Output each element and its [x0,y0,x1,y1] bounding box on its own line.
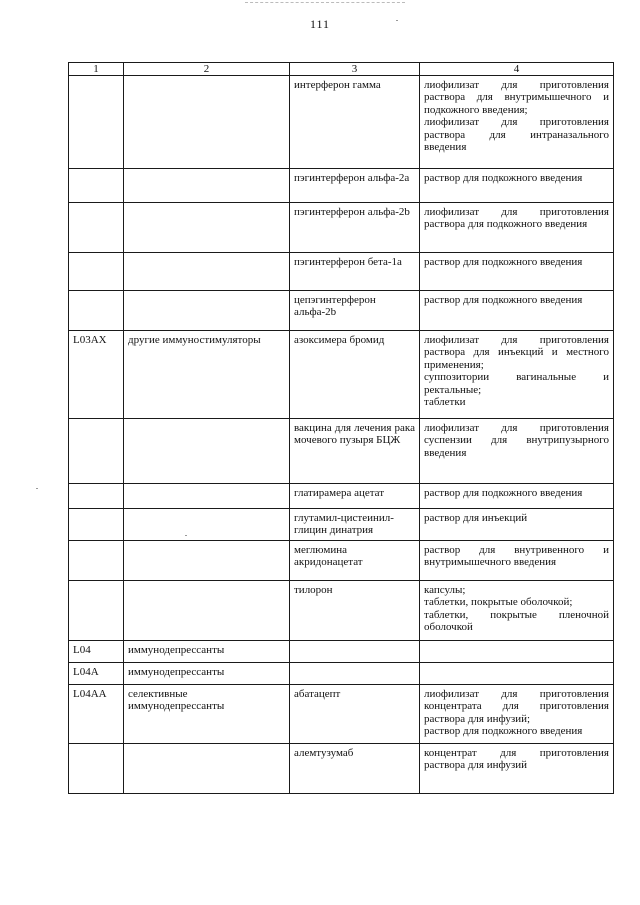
atc-code-cell [69,581,124,641]
atc-code-cell [69,484,124,509]
table-row [69,744,614,794]
drug-name-cell: меглюмина акридонацетат [290,541,420,581]
dosage-form-item: лиофилизат для приготовления раствора для инъекций и местного применения; [424,334,609,371]
dosage-form-cell [420,76,614,169]
anatomical-group-cell: иммунодепрессанты [124,663,290,685]
anatomical-group-cell [124,484,290,509]
table-row [69,685,614,744]
table-row [69,76,614,169]
atc-code-cell: L03AX [69,331,124,419]
dosage-form-item: лиофилизат для приготовления суспензии для внутрипузырного введения [424,422,609,459]
drug-name-cell: абатацепт [290,685,420,744]
dosage-form-cell [420,291,614,331]
atc-code-cell: L04AA [69,685,124,744]
atc-code-cell [69,169,124,203]
drug-name-cell [290,641,420,663]
table-row [69,291,614,331]
header-col-3: 3 [290,63,420,76]
dosage-form-item: раствор для подкожного введения [424,172,583,184]
dosage-form-cell [420,663,614,685]
drug-name-cell: пэгинтерферон бета-1а [290,253,420,291]
anatomical-group-cell [124,253,290,291]
drug-name-cell: цепэгинтерферон альфа-2b [290,291,420,331]
dosage-form-item: раствор для внутривенного и внутримышечного введения [424,544,609,569]
page-number: 111 [309,17,331,31]
dosage-form-item: таблетки, покрытые пленочной оболочкой [424,608,609,634]
table-row [69,419,614,484]
dosage-form-item: раствор для подкожного введения [424,487,583,499]
table-row [69,509,614,541]
dosage-form-cell [420,744,614,794]
dosage-form-item: концентрат для приготовления раствора для инфузий [424,747,609,772]
anatomical-group-cell [124,419,290,484]
anatomical-group-cell [124,509,290,541]
table-row [69,203,614,253]
drug-name-cell [290,663,420,685]
dosage-form-cell [420,685,614,744]
dosage-form-item: таблетки [424,396,466,409]
drug-name-cell: пэгинтерферон альфа-2b [290,203,420,253]
anatomical-group-cell: селективные иммунодепрессанты [124,685,290,744]
atc-code-cell: L04 [69,641,124,663]
drug-name-cell: глутамил-цистеинил-глицин динатрия [290,509,420,541]
header-row [69,63,614,76]
table-row [69,253,614,291]
dosage-form-item: раствор для подкожного введения [424,294,583,306]
dosage-form-cell [420,419,614,484]
dosage-form-item: капсулы; [424,584,466,596]
dosage-form-cell [420,203,614,253]
atc-code-cell [69,203,124,253]
dosage-form-item: раствор для подкожного введения [424,725,583,738]
dosage-form-item: лиофилизат для приготовления раствора для интраназального введения [424,116,609,154]
dosage-form-item: суппозитории вагинальные и ректальные; [424,371,609,396]
scan-speck [396,20,398,21]
drug-name-cell: вакцина для лечения рака мочевого пузыря БЦЖ [290,419,420,484]
drug-name-cell: тилорон [290,581,420,641]
table-row [69,484,614,509]
drug-name-cell: интерферон гамма [290,76,420,169]
anatomical-group-cell [124,203,290,253]
dosage-form-item: лиофилизат для приготовления раствора для внутримышечного и подкожного введения; [424,79,609,116]
dosage-form-cell [420,484,614,509]
dosage-form-cell [420,541,614,581]
anatomical-group-cell [124,581,290,641]
header-col-1: 1 [69,63,124,76]
dosage-form-item: раствор для подкожного введения [424,256,583,268]
table-row [69,169,614,203]
anatomical-group-cell [124,76,290,169]
drug-name-cell: азоксимера бромид [290,331,420,419]
dosage-form-item: таблетки, покрытые оболочкой; [424,596,573,609]
anatomical-group-cell: иммунодепрессанты [124,641,290,663]
table-row [69,541,614,581]
dosage-form-item: лиофилизат для приготовления концентрата для приготовления раствора для инфузий; [424,688,609,725]
atc-code-cell [69,419,124,484]
dosage-form-cell [420,331,614,419]
dosage-form-cell [420,253,614,291]
dosage-form-cell [420,641,614,663]
atc-code-cell [69,541,124,581]
table-row [69,641,614,663]
atc-code-cell [69,76,124,169]
scan-top-edge [245,2,405,3]
dosage-form-cell [420,581,614,641]
dosage-form-cell [420,509,614,541]
table-row [69,663,614,685]
atc-code-cell [69,509,124,541]
table-row [69,331,614,419]
drug-name-cell: пэгинтерферон альфа-2а [290,169,420,203]
atc-code-cell [69,291,124,331]
atc-code-cell [69,744,124,794]
anatomical-group-cell [124,744,290,794]
anatomical-group-cell: другие иммуностимуляторы [124,331,290,419]
table-row [69,581,614,641]
anatomical-group-cell [124,169,290,203]
drug-name-cell: глатирамера ацетат [290,484,420,509]
anatomical-group-cell [124,291,290,331]
header-col-4: 4 [420,63,614,76]
dosage-form-cell [420,169,614,203]
atc-code-cell [69,253,124,291]
header-col-2: 2 [124,63,290,76]
drug-list-table [68,62,614,794]
anatomical-group-cell [124,541,290,581]
dosage-form-item: лиофилизат для приготовления раствора для подкожного введения [424,206,609,231]
atc-code-cell: L04A [69,663,124,685]
drug-name-cell: алемтузумаб [290,744,420,794]
scan-speck [36,488,38,489]
dosage-form-item: раствор для инъекций [424,512,528,524]
